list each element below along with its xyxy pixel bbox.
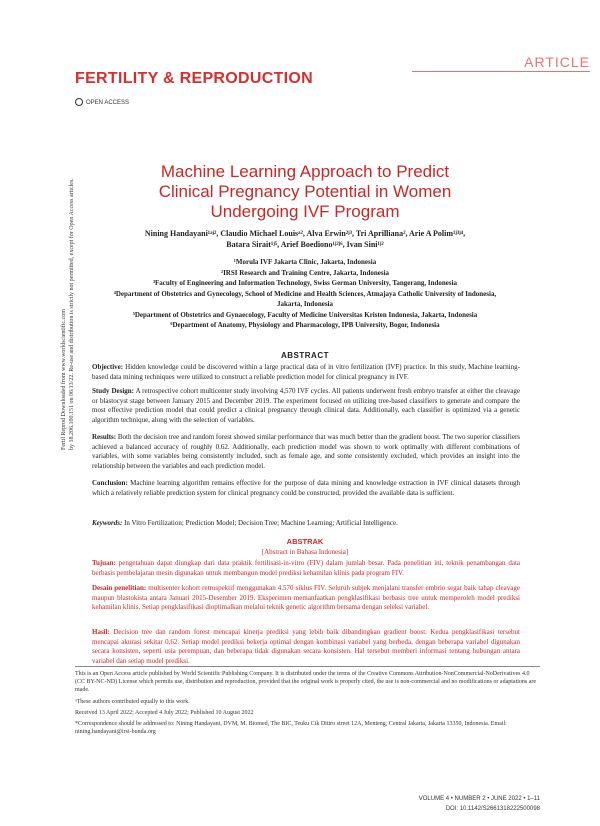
affiliation-1: ¹Morula IVF Jakarta Clinic, Jakarta, Indonesia [233,258,377,266]
hasil-label: Hasil: [92,628,110,636]
sidebar-line-2: by 18.206.100.151 on 06/13/22. Re-use and distribution is strictly not permitted, except for Open Access articles. [69,178,75,450]
objective-text: Hidden knowledge could be discovered within a large practical data of in vitro fertilization (IVF) practice. In this study, Machine learning-based data mining techniques were utilized to construct a reliable prediction model for clinical pregnancy in IVF. [92,363,520,381]
affiliation-5: ⁵Department of Obstetrics and Gynaecology, Faculty of Medicine Universitas Kristen Indonesia, Jakarta, Indonesia [132,310,478,319]
conclusion-label: Conclusion: [92,479,128,487]
sidebar-line-1: Fertil Reprod Downloaded from www.worldscientific.com [61,309,67,450]
objective-label: Objective: [92,363,124,371]
keywords-label: Keywords: [92,519,123,527]
tujuan-text: pengetahuan dapat diungkap dari data praktik fertilisasi-in-vitro (FIV) dalam jumlah besar. Pada penelitian ini, teknik penambangan data berbasis pembelajaran mesin digunakan untuk membangun model prediksi kehamilan klinis pada program FIV. [92,559,520,577]
conclusion-text: Machine learning algorithm remains effective for the purpose of data mining and knowledge extraction in IVF clinical datasets through which a relatively reliable prediction system for clinical pregnancy could be constructed, provided the available data is sufficient. [92,479,521,497]
license-footnote: This is an Open Access article published by World Scientific Publishing Company. It is distributed under the terms of the Creative Commons Attribution-NonCommercial-NoDerivatives 4.0 (CC BY-NC-ND) License which permits use, distribution and reproduction, provided that the original work is properly cited, the use is non-commercial and no modifications or adaptations are made. [75,671,537,694]
footnote-divider [75,666,540,667]
open-access-text: OPEN ACCESS [86,100,130,106]
volume-info: VOLUME 4 • NUMBER 2 • JUNE 2022 • 1–11 [418,796,540,802]
abstract-results [92,433,520,472]
affiliation-4: ⁴Department of Obstetrics and Gynecology, School of Medicine and Health Sciences, Atmajaya Catholic University of Indonesia, [113,289,497,298]
tujuan-label: Tujuan: [92,559,116,567]
affiliation-6: ⁶Department of Anatomy, Physiology and Pharmacology, IPB University, Bogor, Indonesia [170,321,440,329]
desain-label: Desain penelitian: [92,584,147,592]
abstract-heading: ABSTRACT [281,351,329,360]
keywords [92,519,520,527]
dates-footnote: Received 13 April 2022; Accepted 4 July 2022; Published 10 August 2022 [75,710,254,716]
article-type-tag: ARTICLE [524,54,590,70]
open-access-label [75,98,129,106]
authors-line-1: Nining Handayani¹ᵃʲ², Claudio Michael Louisᵃ², Alva Erwin²ʲ³, Tri Aprilliana², Arie A Polim¹ʲ³ʲ⁴, [144,229,466,238]
keywords-text: In Vitro Fertilization; Prediction Model; Decision Tree; Machine Learning; Artificial Intelligence. [124,519,398,527]
results-text: Both the decision tree and random forest showed similar performance that was much better than the gradient boost. The two superior classifiers achieved a balanced accuracy of roughly 0.62. Additionally, each prediction model was shown to work optimally with different combinations of variables, with some variables being consistently included, such as female age, and some consistently excluded, which provides an insight into the relationship between the variables and each prediction model. [92,433,520,471]
header-divider [412,71,590,72]
results-label: Results: [92,433,117,441]
abstrak-subheading: [Abstract in Bahasa Indonesia] [261,548,349,556]
abstract-objective [92,363,520,382]
title-line-1: Machine Learning Approach to Predict [160,162,450,181]
abstract-conclusion [92,479,520,498]
affiliations [60,257,550,331]
abstrak-desain [92,584,520,613]
journal-name[interactable]: FERTILITY & REPRODUCTION [75,70,314,87]
equal-contribution-footnote: ᵃThese authors contributed equally to this work. [75,699,190,705]
abstrak-tujuan [92,559,520,578]
abstrak-heading: ABSTRAK [286,537,324,546]
title-line-2: Clinical Pregnancy Potential in Women [158,182,452,201]
article-title [95,162,515,222]
author-list [100,228,510,250]
doi-link[interactable]: DOI: 10.1142/S2661318222500098 [445,806,540,812]
abstract-design [92,387,520,426]
correspondence-footnote: *Correspondence should be addressed to: Nining Handayani, DVM, M. Biomed, The BIC, Teuku Cik Ditiro street 12A, Menteng, Central Jakarta, Jakarta 13350, Indonesia. Email: nining.handayani@irsi-bunda.org [75,721,507,736]
affiliation-4-cont: Jakarta, Indonesia [276,300,333,308]
affiliation-2: ²IRSI Research and Training Centre, Jakarta, Indonesia [220,268,390,277]
affiliation-3: ³Faculty of Engineering and Information Technology, Swiss German University, Tangerang, Indonesia [152,279,458,287]
title-line-3: Undergoing IVF Program [210,202,400,221]
hasil-text: Decision tree dan random forest mencapai kinerja prediksi yang lebih baik dibandingkan gradient boost. Kedua pengklasifikasi tersebut mencapai akurasi sekitar 0,62. Setiap model prediksi bekerja optimal dengan kombinasi variabel yang berbeda, dengan beberapa variabel digunakan secara konsisten, seperti usia perempuan, dan beberapa tidak digunakan secara konsisten. Hal tersebut memberi informasi tentang hubungan antara variabel dan setiap model prediksi. [92,628,520,666]
design-label: Study Design: [92,387,135,395]
open-access-icon [75,98,83,106]
design-text: A retrospective cohort multicenter study involving 4,570 IVF cycles. All patients underwent fresh embryo transfer at either the cleavage or blastocyst stage between January 2015 and December 2019. The experiment focused on utilizing tree-based classifiers to generate and compare the most effective prediction model that could predict a clinical pregnancy through clinical data. Additionally, each classifier is optimized via a genetic algorithm technique, along with the selection of variables. [92,387,520,425]
desain-text: multisenter kohort retrospektif menggunakan 4.570 siklus FIV. Seluruh subjek menjalani transfer embrio segar baik tahap cleavage maupun blastokista antara Januari 2015-Desember 2019. Eksperimen memanfaatkan pengklasifikasi berbasis tree untuk memperoleh model prediksi kehamilan klinis. Setiap pengklasifikasi dioptimalkan melalui teknik genetic algorithm bersama dengan seleksi variabel. [92,584,520,612]
abstrak-hasil [92,628,520,667]
authors-line-2: Batara Sirait¹ʲ⁵, Arief Boediono¹ʲ²ʲ⁶, Ivan Sini¹ʲ² [226,240,384,249]
